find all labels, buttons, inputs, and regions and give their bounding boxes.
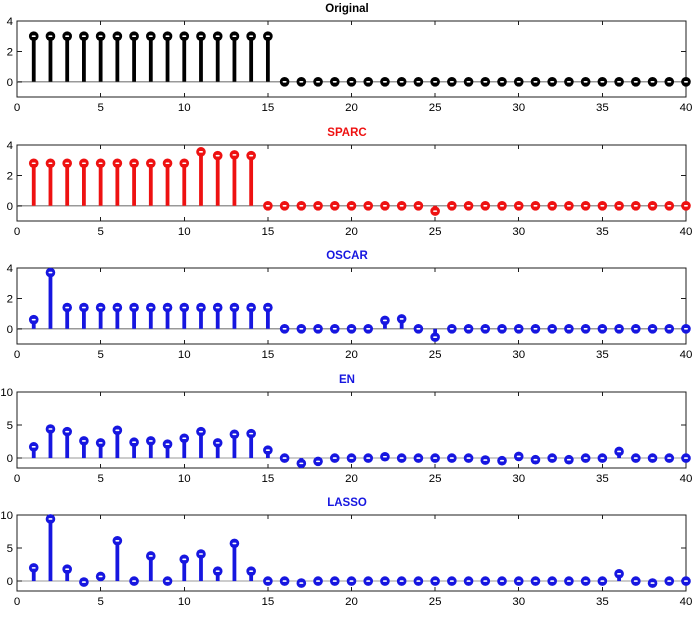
x-tick-label: 25 <box>428 472 442 485</box>
y-tick-label: 4 <box>6 139 14 152</box>
x-tick-label: 0 <box>13 225 21 238</box>
subplot-title-original: Original <box>325 3 369 15</box>
x-tick-label: 30 <box>512 101 526 114</box>
x-tick-label: 15 <box>261 101 275 114</box>
x-tick-label: 5 <box>97 472 104 485</box>
x-tick-label: 15 <box>261 349 275 362</box>
subplot-title-en: EN <box>339 373 355 386</box>
x-tick-label: 20 <box>345 349 358 362</box>
x-tick-label: 0 <box>13 596 21 609</box>
x-tick-label: 25 <box>428 596 442 609</box>
subplot-title-lasso: LASSO <box>327 497 367 510</box>
x-tick-label: 20 <box>345 225 358 238</box>
x-tick-label: 25 <box>428 225 442 238</box>
x-tick-label: 5 <box>97 101 104 114</box>
subplot-en <box>0 371 694 495</box>
subplot-original <box>0 0 694 124</box>
y-tick-label: 0 <box>6 452 14 465</box>
x-tick-label: 35 <box>595 472 609 485</box>
x-tick-label: 15 <box>261 225 275 238</box>
x-tick-label: 40 <box>679 596 693 609</box>
x-tick-label: 0 <box>13 472 21 485</box>
y-tick-label: 0 <box>6 576 14 589</box>
y-tick-label: 0 <box>6 76 14 89</box>
stem-plot-en <box>0 371 694 495</box>
x-tick-label: 20 <box>345 472 358 485</box>
x-tick-label: 15 <box>261 472 275 485</box>
x-tick-label: 40 <box>679 225 693 238</box>
x-tick-label: 10 <box>177 101 191 114</box>
y-tick-label: 0 <box>6 200 14 213</box>
x-tick-label: 10 <box>177 225 191 238</box>
y-tick-label: 10 <box>0 510 14 523</box>
x-tick-label: 35 <box>595 349 609 362</box>
stem-plot-original <box>0 0 694 124</box>
y-tick-label: 5 <box>6 419 14 432</box>
x-tick-label: 40 <box>679 472 693 485</box>
y-tick-label: 2 <box>6 293 14 306</box>
x-tick-label: 35 <box>595 596 609 609</box>
y-tick-label: 10 <box>0 386 14 399</box>
subplot-title-oscar: OSCAR <box>326 250 368 263</box>
x-tick-label: 5 <box>97 596 104 609</box>
x-tick-label: 30 <box>512 349 526 362</box>
x-tick-label: 10 <box>177 349 191 362</box>
stem-plot-lasso <box>0 494 694 618</box>
stem-plot-oscar <box>0 247 694 371</box>
x-tick-label: 20 <box>345 596 358 609</box>
x-tick-label: 5 <box>97 225 104 238</box>
x-tick-label: 20 <box>345 101 358 114</box>
x-tick-label: 0 <box>13 101 21 114</box>
y-tick-label: 4 <box>6 15 14 28</box>
x-tick-label: 40 <box>679 101 693 114</box>
subplot-lasso <box>0 494 694 618</box>
y-tick-label: 2 <box>6 169 14 182</box>
x-tick-label: 10 <box>177 596 191 609</box>
x-tick-label: 25 <box>428 349 442 362</box>
y-tick-label: 5 <box>6 543 14 556</box>
x-tick-label: 10 <box>177 472 191 485</box>
subplot-title-sparc: SPARC <box>327 126 367 139</box>
y-tick-label: 2 <box>6 46 14 59</box>
x-tick-label: 30 <box>512 472 526 485</box>
subplot-sparc <box>0 124 694 248</box>
x-tick-label: 40 <box>679 349 693 362</box>
x-tick-label: 30 <box>512 225 526 238</box>
x-tick-label: 35 <box>595 225 609 238</box>
x-tick-label: 25 <box>428 101 442 114</box>
x-tick-label: 35 <box>595 101 609 114</box>
y-tick-label: 4 <box>6 263 14 276</box>
x-tick-label: 5 <box>97 349 104 362</box>
x-tick-label: 0 <box>13 349 21 362</box>
x-tick-label: 30 <box>512 596 526 609</box>
x-tick-label: 15 <box>261 596 275 609</box>
y-tick-label: 0 <box>6 323 14 336</box>
subplot-oscar <box>0 247 694 371</box>
stem-plot-sparc <box>0 124 694 248</box>
